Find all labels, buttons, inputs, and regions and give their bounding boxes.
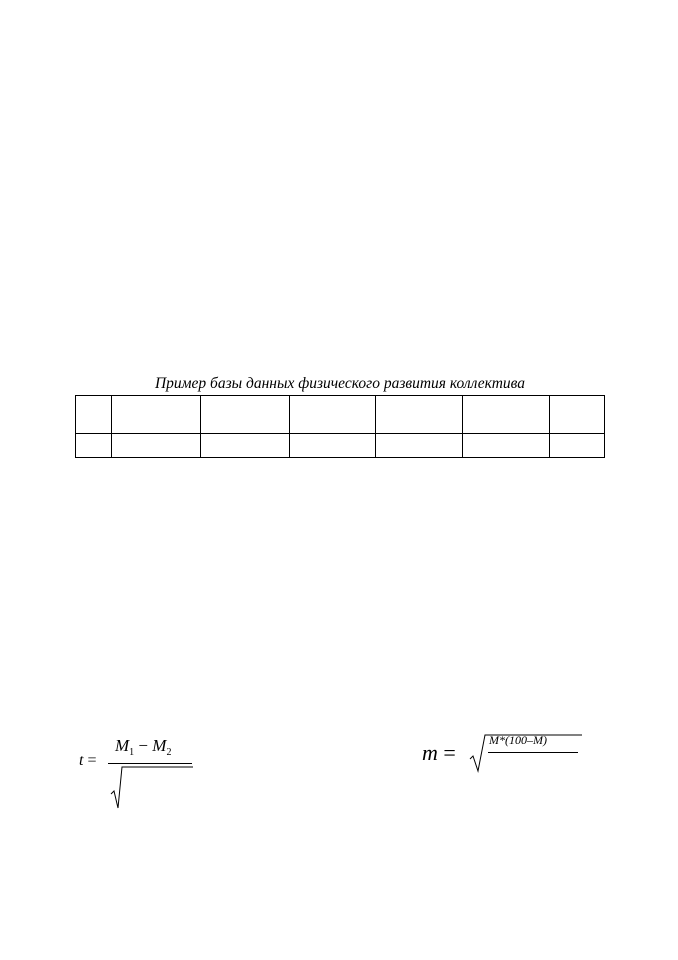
table-cell [550,434,605,458]
formula-t-lhs [79,752,96,770]
radicand-numerator: M*(100–M) [489,733,547,747]
table-cell [290,396,376,434]
table-cell [76,434,112,458]
table-row [76,396,605,434]
table-cell [112,396,201,434]
m2-subscript: 2 [166,747,172,758]
table-cell [290,434,376,458]
equals-sign: = [87,752,97,769]
equals-sign: = [443,740,456,765]
table-cell [376,434,463,458]
m-error-formula [422,728,592,778]
table-row [76,434,605,458]
table-cell [201,434,290,458]
table-cell [112,434,201,458]
m2-variable: M [152,736,167,755]
m1-variable: M [115,736,130,755]
fraction-bar [488,752,578,753]
t-test-formula [79,736,209,811]
m1-subscript: 1 [129,747,135,758]
physical-development-table [75,395,605,458]
t-variable: t [79,752,84,769]
table-cell [376,396,463,434]
m-variable: m [422,740,438,765]
formula-m-lhs [422,740,456,766]
table-cell [76,396,112,434]
table-cell [463,396,550,434]
table-caption: Пример базы данных физического развития коллектива [154,375,526,392]
table-cell [463,434,550,458]
square-root-icon [109,764,195,810]
table-cell [550,396,605,434]
table-cell [201,396,290,434]
minus-sign: − [138,736,149,755]
formula-t-numerator [115,736,171,756]
